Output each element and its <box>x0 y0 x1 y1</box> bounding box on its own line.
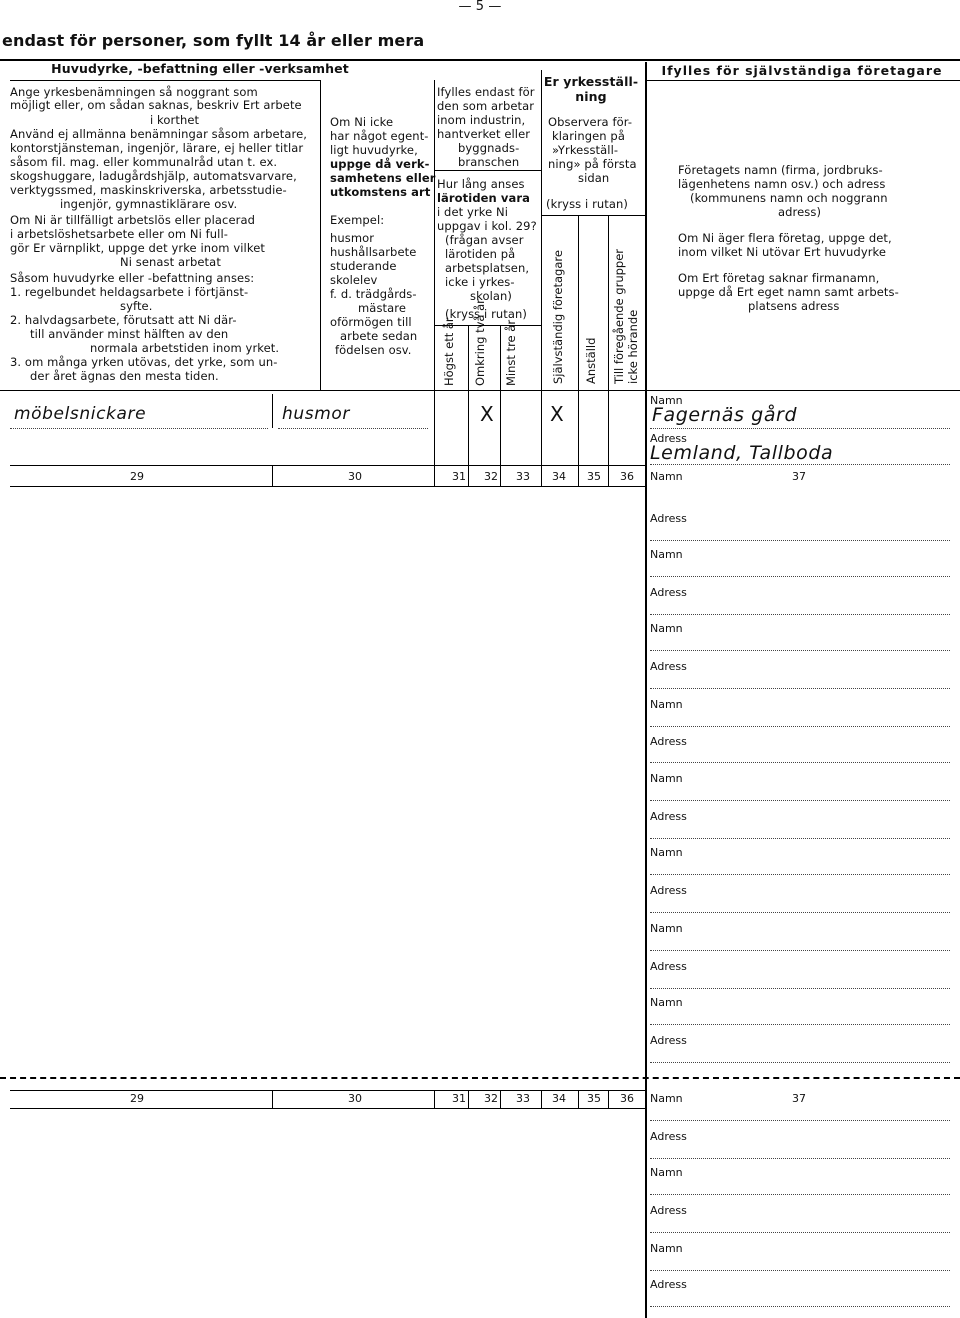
col-num-29: 29 <box>130 470 144 483</box>
bottom-namn-label-2: Namn <box>650 1166 683 1179</box>
col-num-36: 36 <box>620 470 634 483</box>
namn-label-6: Namn <box>650 772 683 785</box>
bottom-adress-label-2: Adress <box>650 1204 687 1217</box>
col-num-35: 35 <box>587 470 601 483</box>
namn-label-5: Namn <box>650 698 683 711</box>
bottom-adress-label-1: Adress <box>650 1130 687 1143</box>
entry-yrkes-mark[interactable]: X <box>550 402 565 426</box>
bottom-col-num-36: 36 <box>620 1092 634 1105</box>
yrkes-sjalvstandig-label: Självständig företagare <box>551 250 565 384</box>
bottom-col-num-34: 34 <box>552 1092 566 1105</box>
namn-label-4: Namn <box>650 622 683 635</box>
entry-icke[interactable]: husmor <box>282 404 350 424</box>
col-num-34: 34 <box>552 470 566 483</box>
adress-label-1: Adress <box>650 432 687 445</box>
entry-yrke[interactable]: möbelsnickare <box>14 404 147 424</box>
namn-label-3: Namn <box>650 548 683 561</box>
bottom-namn-label-1: Namn <box>650 1092 683 1105</box>
yrkes-till-foregaende-label: Till föregående grupper icke hörande <box>612 248 640 384</box>
adress-label-4: Adress <box>650 660 687 673</box>
namn-label-9: Namn <box>650 996 683 1009</box>
page-number: — 5 — <box>458 0 502 14</box>
entry-laro-mark[interactable]: X <box>480 402 495 426</box>
bottom-adress-label-3: Adress <box>650 1278 687 1291</box>
entry-adress[interactable]: Lemland, Tallboda <box>650 442 834 464</box>
adress-label-5: Adress <box>650 735 687 748</box>
entry-namn[interactable]: Fagernäs gård <box>652 404 798 426</box>
namn-label-2: Namn <box>650 470 683 483</box>
adress-label-2: Adress <box>650 512 687 525</box>
bottom-col-num-29: 29 <box>130 1092 144 1105</box>
col-foretag-heading: Ifylles för självständiga företagare <box>661 63 943 78</box>
laro-minst-label: Minst tre år <box>504 319 518 386</box>
bottom-col-num-37: 37 <box>792 1092 806 1105</box>
laro-hogst-label: Högst ett år <box>442 317 456 386</box>
col-num-30: 30 <box>348 470 362 483</box>
adress-label-3: Adress <box>650 586 687 599</box>
bottom-col-num-32: 32 <box>484 1092 498 1105</box>
adress-label-6: Adress <box>650 810 687 823</box>
adress-label-9: Adress <box>650 1034 687 1047</box>
bottom-namn-label-3: Namn <box>650 1242 683 1255</box>
bottom-col-num-33: 33 <box>516 1092 530 1105</box>
laro-omkring-label: Omkring två år <box>473 299 487 386</box>
col-num-37: 37 <box>792 470 806 483</box>
bottom-col-num-30: 30 <box>348 1092 362 1105</box>
adress-label-7: Adress <box>650 884 687 897</box>
col-num-33: 33 <box>516 470 530 483</box>
bottom-col-num-31: 31 <box>452 1092 466 1105</box>
col-yrkes-heading: Er yrkesställ- ning <box>543 74 639 104</box>
namn-label-8: Namn <box>650 922 683 935</box>
cut-line <box>0 1077 960 1079</box>
col-num-32: 32 <box>484 470 498 483</box>
bottom-col-num-35: 35 <box>587 1092 601 1105</box>
namn-label-1: Namn <box>650 394 683 407</box>
yrkes-anstalld-label: Anställd <box>584 337 598 384</box>
adress-label-8: Adress <box>650 960 687 973</box>
col-main-heading: Huvudyrke, -befattning eller -verksamhet <box>51 61 349 76</box>
col-num-31: 31 <box>452 470 466 483</box>
page-title: endast för personer, som fyllt 14 år eller mera <box>2 31 425 50</box>
namn-label-7: Namn <box>650 846 683 859</box>
